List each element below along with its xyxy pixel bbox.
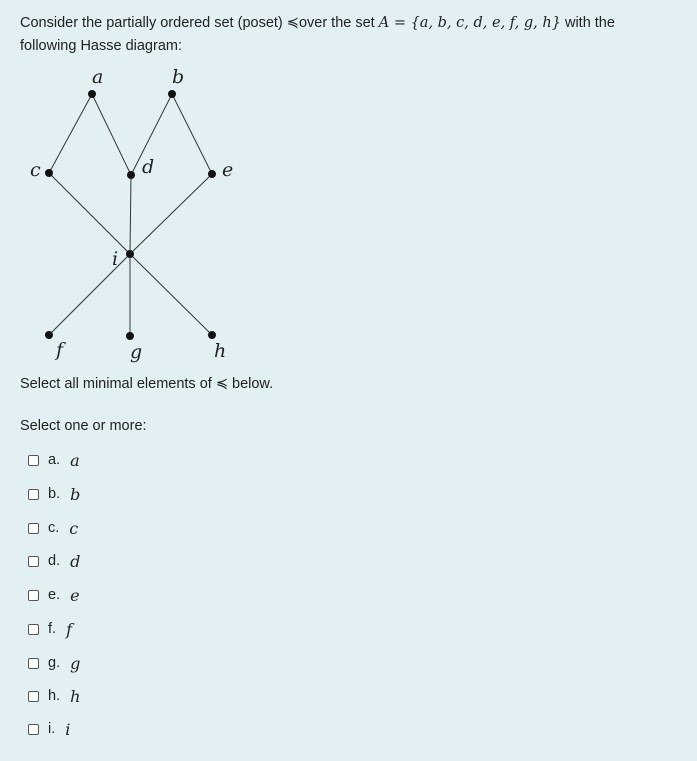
label-g: g: [130, 341, 143, 363]
option-letter: i.: [48, 721, 56, 737]
option-letter: g.: [48, 655, 61, 671]
prompt-prefix: Select all minimal elements of: [20, 376, 216, 392]
edge-c-a: [49, 94, 92, 173]
option-value: a: [70, 450, 80, 470]
prompt-symbol: ≼: [215, 376, 228, 392]
checkbox-g[interactable]: [28, 658, 39, 669]
checkbox-a[interactable]: [28, 455, 39, 466]
checkbox-c[interactable]: [28, 523, 39, 534]
checkbox-h[interactable]: [28, 691, 39, 702]
node-a: [88, 90, 96, 98]
option-letter: d.: [48, 553, 61, 569]
edge-d-a: [92, 94, 131, 175]
label-a: a: [92, 66, 104, 88]
option-g[interactable]: [28, 652, 80, 674]
checkbox-b[interactable]: [28, 489, 39, 500]
option-value: e: [70, 585, 80, 605]
set-definition: A = {a, b, c, d, e, f, g, h}: [378, 15, 561, 31]
checkbox-e[interactable]: [28, 590, 39, 601]
label-d: d: [142, 156, 155, 178]
option-value: b: [70, 484, 81, 504]
node-b: [168, 90, 176, 98]
option-value: c: [69, 518, 79, 538]
node-d: [127, 171, 135, 179]
option-value: h: [70, 686, 81, 706]
label-i: i: [112, 248, 119, 270]
option-value: d: [70, 551, 81, 571]
node-f: [45, 331, 53, 339]
checkbox-i[interactable]: [28, 724, 39, 735]
option-f[interactable]: [28, 618, 72, 640]
option-letter: b.: [48, 486, 61, 502]
checkbox-d[interactable]: [28, 556, 39, 567]
checkbox-f[interactable]: [28, 624, 39, 635]
node-g: [126, 332, 134, 340]
prompt-text: [20, 376, 273, 392]
label-h: h: [214, 340, 227, 362]
select-one-or-more-label: Select one or more:: [20, 418, 147, 434]
question-over: over the set: [298, 15, 379, 31]
option-letter: h.: [48, 688, 61, 704]
node-i: [126, 250, 134, 258]
question-line-2: following Hasse diagram:: [20, 38, 182, 54]
question-line-1: [20, 12, 680, 35]
option-letter: f.: [48, 621, 57, 637]
node-c: [45, 169, 53, 177]
option-c[interactable]: [28, 517, 78, 539]
hasse-diagram: [0, 60, 697, 370]
question-with: with the: [560, 15, 615, 31]
option-letter: a.: [48, 452, 61, 468]
label-c: c: [30, 159, 41, 181]
option-e[interactable]: [28, 584, 80, 606]
option-d[interactable]: [28, 550, 80, 572]
node-e: [208, 170, 216, 178]
option-value: f: [66, 619, 72, 639]
option-letter: c.: [48, 520, 60, 536]
option-value: i: [65, 719, 71, 739]
edge-e-b: [172, 94, 212, 174]
node-h: [208, 331, 216, 339]
option-value: g: [70, 653, 81, 673]
edge-i-d: [130, 175, 131, 254]
edge-i-c: [49, 173, 130, 254]
edge-h-i: [130, 254, 212, 335]
option-i[interactable]: [28, 718, 70, 740]
option-b[interactable]: [28, 483, 80, 505]
option-h[interactable]: [28, 685, 80, 707]
prompt-suffix: below.: [227, 376, 274, 392]
question-intro: Consider the partially ordered set (poset): [20, 15, 287, 31]
option-letter: e.: [48, 587, 61, 603]
label-f: f: [56, 339, 64, 361]
option-a[interactable]: [28, 449, 80, 471]
relation-symbol: ≼: [286, 15, 299, 31]
label-e: e: [222, 159, 234, 181]
label-b: b: [172, 66, 185, 88]
question-text: [20, 12, 680, 58]
edge-i-e: [130, 174, 212, 254]
